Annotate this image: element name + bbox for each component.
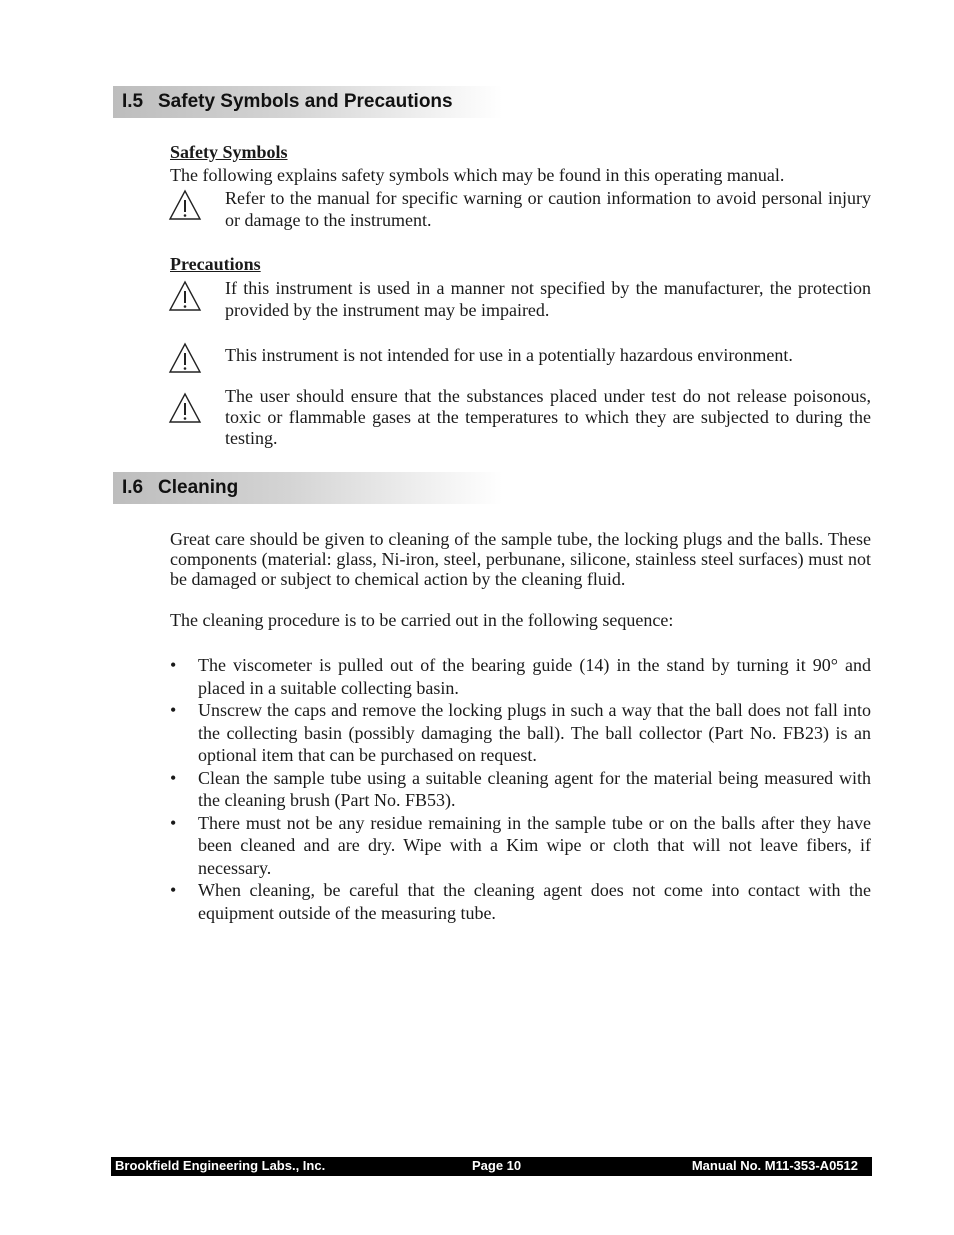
precautions-heading: Precautions (170, 254, 261, 274)
cleaning-sequence-intro: The cleaning procedure is to be carried out in the following sequence: (170, 610, 674, 630)
bullet: • (170, 767, 177, 788)
section-number: I.6 (122, 477, 144, 498)
bullet: • (170, 812, 177, 833)
cleaning-steps-list (170, 654, 871, 924)
warning-triangle-icon (168, 280, 202, 312)
list-item (170, 699, 871, 767)
warning-triangle-icon (168, 189, 202, 221)
footer-page-number: Page 10 (472, 1158, 522, 1173)
footer-company: Brookfield Engineering Labs., Inc. (115, 1158, 326, 1173)
step-text: Clean the sample tube using a suitable cleaning agent for the material being measured with the cleaning brush (Part No. FB53). (198, 767, 871, 810)
safety-symbols-intro: The following explains safety symbols which may be found in this operating manual. (170, 165, 785, 185)
section-number: I.5 (122, 91, 144, 112)
safety-symbols-heading: Safety Symbols (170, 142, 288, 162)
precaution-text: If this instrument is used in a manner not specified by the manufacturer, the protection provided by the instrument may be impaired. (225, 278, 871, 320)
section-title: Safety Symbols and Precautions (158, 91, 453, 112)
cleaning-intro: Great care should be given to cleaning of the sample tube, the locking plugs and the balls. These components (material: glass, Ni-iron, steel, perbunane, silicone, stainless steel surfaces) must not be damaged or subject to chemical action by the cleaning fluid. (170, 529, 871, 589)
step-text: When cleaning, be careful that the cleaning agent does not come into contact with the equipment outside of the measuring tube. (198, 880, 871, 923)
list-item (170, 767, 871, 812)
precaution-text: This instrument is not intended for use in a potentially hazardous environment. (225, 345, 793, 365)
section-title: Cleaning (158, 477, 239, 498)
page-footer (111, 1157, 872, 1176)
warning-triangle-icon (168, 392, 202, 424)
warning-triangle-icon (168, 342, 202, 374)
section-header-safety (113, 86, 503, 118)
safety-symbol-note: Refer to the manual for specific warning or caution information to avoid personal injury or damage to the instrument. (225, 188, 871, 230)
section-header-cleaning (113, 472, 503, 504)
list-item (170, 812, 871, 880)
step-text: Unscrew the caps and remove the locking plugs in such a way that the ball does not fall into the collecting basin (possibly damaging the ball). The ball collector (Part No. FB23) is an optional item that can be purchased on request. (198, 700, 871, 765)
list-item (170, 654, 871, 699)
footer-manual-number: Manual No. M11-353-A0512 (691, 1158, 858, 1173)
step-text: There must not be any residue remaining in the sample tube or on the balls after they have been cleaned and are dry. Wipe with a Kim wipe or cloth that will not leave fibers, if necessary. (198, 812, 871, 878)
step-text: The viscometer is pulled out of the bearing guide (14) in the stand by turning it 90° and placed in a suitable collecting basin. (198, 655, 871, 698)
precaution-text: The user should ensure that the substances placed under test do not release poisonous, toxic or flammable gases at the temperatures to which they are subjected to during the testing. (225, 386, 871, 448)
list-item (170, 879, 871, 924)
bullet: • (170, 700, 177, 720)
bullet: • (170, 880, 177, 900)
bullet: • (170, 655, 177, 675)
